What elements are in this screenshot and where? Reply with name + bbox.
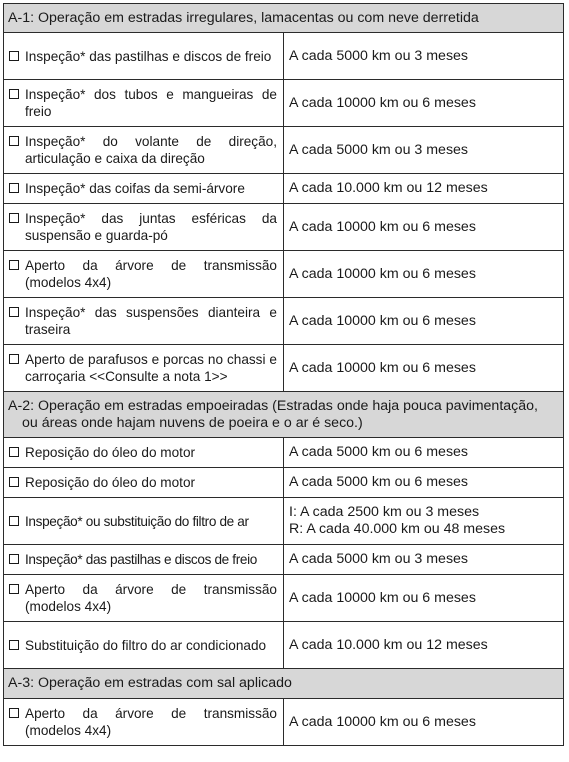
task-cell xyxy=(4,468,284,498)
interval-cell: A cada 10000 km ou 6 meses xyxy=(284,204,564,251)
interval-cell: A cada 10.000 km ou 12 meses xyxy=(284,622,564,669)
checkbox-icon[interactable] xyxy=(9,554,19,564)
checkbox-icon[interactable] xyxy=(9,447,19,457)
maintenance-document xyxy=(3,3,564,746)
interval-cell: A cada 5000 km ou 6 meses xyxy=(284,468,564,498)
task-cell xyxy=(4,127,284,174)
table-row xyxy=(4,699,564,746)
section-title-cell xyxy=(4,392,564,438)
task-cell xyxy=(4,438,284,468)
task-label: Inspeção* dos tubos e mangueiras de freio xyxy=(25,87,277,119)
interval-replacement: R: A cada 40.000 km ou 48 meses xyxy=(289,521,506,537)
task-label: Inspeção* das juntas esféricas da suspensão e guarda-pó xyxy=(25,211,277,243)
table-row xyxy=(4,33,564,80)
interval-cell: A cada 10000 km ou 6 meses xyxy=(284,575,564,622)
task-label: Inspeção* das pastilhas e discos de freio xyxy=(25,48,272,64)
task-cell xyxy=(4,699,284,746)
checkbox-icon[interactable] xyxy=(9,89,19,99)
checkbox-icon[interactable] xyxy=(9,136,19,146)
section-title: A-3: Operação em estradas com sal aplicado xyxy=(4,669,564,699)
checkbox-icon[interactable] xyxy=(9,708,19,718)
table-row xyxy=(4,174,564,204)
task-cell xyxy=(4,575,284,622)
interval-cell: A cada 5000 km ou 3 meses xyxy=(284,127,564,174)
table-row xyxy=(4,498,564,545)
checkbox-icon[interactable] xyxy=(9,213,19,223)
task-cell xyxy=(4,33,284,80)
interval-cell: A cada 10000 km ou 6 meses xyxy=(284,80,564,127)
task-cell xyxy=(4,204,284,251)
task-cell xyxy=(4,80,284,127)
interval-cell: A cada 10000 km ou 6 meses xyxy=(284,699,564,746)
checkbox-icon[interactable] xyxy=(9,516,19,526)
table-row xyxy=(4,80,564,127)
table-row xyxy=(4,622,564,669)
task-cell xyxy=(4,498,284,545)
checkbox-icon[interactable] xyxy=(9,260,19,270)
table-row xyxy=(4,127,564,174)
task-cell xyxy=(4,298,284,345)
task-label: Reposição do óleo do motor xyxy=(25,445,196,460)
section-header-a1 xyxy=(4,4,564,33)
task-label: Substituição do filtro do ar condicionado xyxy=(25,637,267,653)
interval-cell: A cada 10000 km ou 6 meses xyxy=(284,345,564,392)
task-label: Inspeção* das suspensões dianteira e traseira xyxy=(25,305,277,337)
task-label: Aperto de parafusos e porcas no chassi e carroçaria <<Consulte a nota 1>> xyxy=(25,352,277,384)
section-title-continuation: ou áreas onde hajam nuvens de poeira e o ar é seco.) xyxy=(22,414,363,431)
task-cell xyxy=(4,545,284,575)
maintenance-schedule-table xyxy=(3,3,564,746)
table-row xyxy=(4,204,564,251)
table-row xyxy=(4,345,564,392)
checkbox-icon[interactable] xyxy=(9,584,19,594)
task-label: Aperto da árvore de transmissão (modelos 4x4) xyxy=(25,706,277,738)
checkbox-icon[interactable] xyxy=(9,307,19,317)
table-row xyxy=(4,545,564,575)
interval-cell: A cada 10000 km ou 6 meses xyxy=(284,251,564,298)
section-header-a3 xyxy=(4,669,564,699)
interval-cell: A cada 10.000 km ou 12 meses xyxy=(284,174,564,204)
section-header-a2 xyxy=(4,392,564,438)
interval-cell: A cada 5000 km ou 3 meses xyxy=(284,33,564,80)
checkbox-icon[interactable] xyxy=(9,477,19,487)
table-row xyxy=(4,468,564,498)
checkbox-icon[interactable] xyxy=(9,354,19,364)
interval-cell: A cada 10000 km ou 6 meses xyxy=(284,298,564,345)
checkbox-icon[interactable] xyxy=(9,51,19,61)
checkbox-icon[interactable] xyxy=(9,183,19,193)
interval-inspection: I: A cada 2500 km ou 3 meses xyxy=(289,504,480,520)
table-row xyxy=(4,251,564,298)
section-title: A-1: Operação em estradas irregulares, lamacentas ou com neve derretida xyxy=(4,4,564,33)
task-cell xyxy=(4,174,284,204)
task-label: Inspeção* das pastilhas e discos de freio xyxy=(25,552,257,567)
table-row xyxy=(4,575,564,622)
table-row xyxy=(4,438,564,468)
task-label: Inspeção* ou substituição do filtro de ar xyxy=(25,513,249,529)
task-label: Aperto da árvore de transmissão (modelos 4x4) xyxy=(25,258,277,290)
task-cell xyxy=(4,251,284,298)
task-label: Reposição do óleo do motor xyxy=(25,475,196,490)
interval-cell: A cada 5000 km ou 6 meses xyxy=(284,438,564,468)
interval-cell xyxy=(284,498,564,545)
task-cell xyxy=(4,622,284,669)
checkbox-icon[interactable] xyxy=(9,640,19,650)
table-row xyxy=(4,298,564,345)
task-label: Inspeção* das coifas da semi-árvore xyxy=(25,181,245,196)
task-label: Inspeção* do volante de direção, articulação e caixa da direção xyxy=(25,134,277,166)
interval-cell: A cada 5000 km ou 3 meses xyxy=(284,545,564,575)
task-label: Aperto da árvore de transmissão (modelos 4x4) xyxy=(25,582,277,614)
task-cell xyxy=(4,345,284,392)
section-title: A-2: Operação em estradas empoeiradas (Estradas onde haja pouca pavimentação, xyxy=(8,397,538,414)
